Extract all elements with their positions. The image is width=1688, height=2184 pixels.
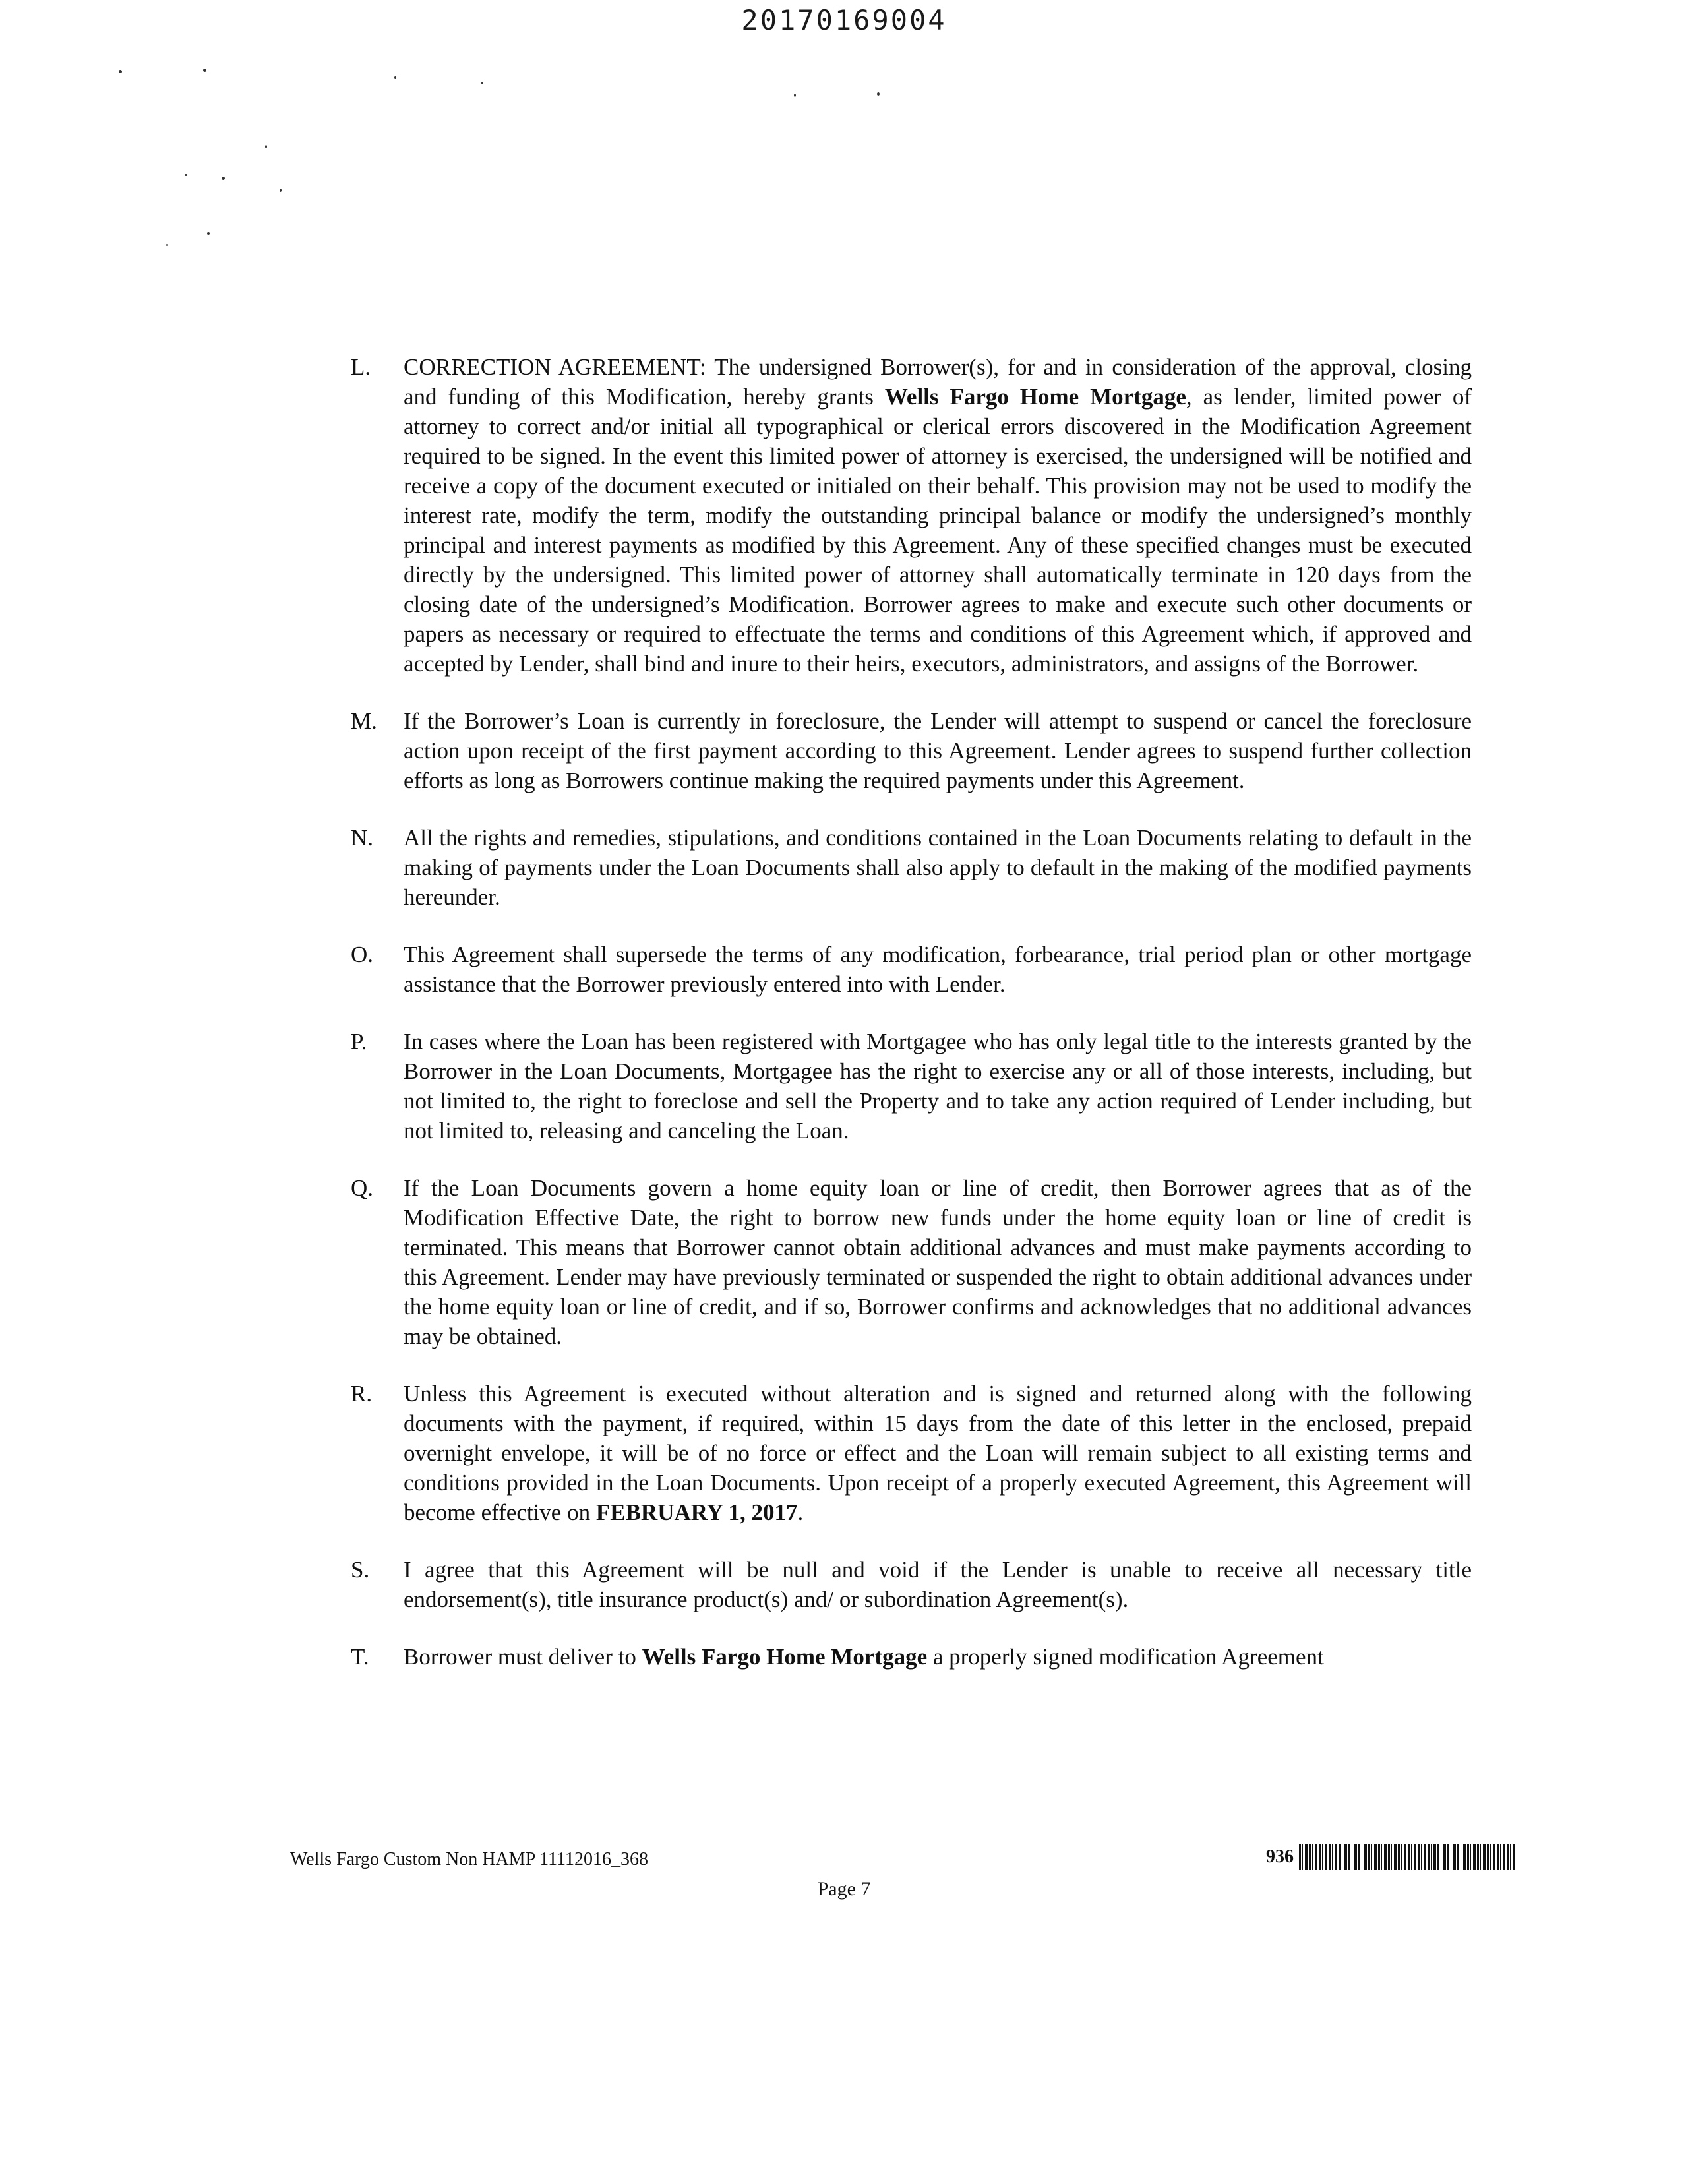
lender-name: Wells Fargo Home Mortgage: [642, 1644, 928, 1670]
footer-form-name: Wells Fargo Custom Non HAMP 11112016_368: [290, 1849, 648, 1869]
clause-letter: S.: [351, 1557, 370, 1583]
clause-text: If the Loan Documents govern a home equity loan or line of credit, then Borrower agrees that as of the Modification Effective Date, the right to borrow new funds under the home equity loan or line of credit is terminated. This means that Borrower cannot obtain additional advances and must make payments according to this Agreement. Lender may have previously terminated or suspended the right to obtain additional advances under the home equity loan or line of credit, and if so, Borrower confirms and acknowledges that no additional advances may be obtained.: [404, 1175, 1472, 1349]
clause-letter: M.: [351, 708, 377, 734]
clause-text: .: [797, 1500, 804, 1525]
clause-text: I agree that this Agreement will be null and void if the Lender is unable to receive all necessary title endorsement(s), title insurance product(s) and/ or subordination Agreement(s).: [404, 1557, 1472, 1612]
clause-r: [351, 1379, 1472, 1527]
scan-speck: [394, 76, 396, 79]
clause-s: [351, 1555, 1472, 1614]
clause-q: [351, 1173, 1472, 1351]
clause-text: a properly signed modification Agreement: [927, 1644, 1324, 1670]
clause-t: [351, 1642, 1472, 1672]
scan-speck: [222, 177, 225, 180]
clause-letter: R.: [351, 1381, 373, 1407]
clause-text: If the Borrower’s Loan is currently in foreclosure, the Lender will attempt to suspend or cancel the foreclosure action upon receipt of the first payment according to this Agreement. Lender agrees to suspend further collection efforts as long as Borrowers continue making the required payments under this Agreement.: [404, 708, 1472, 793]
clause-text: Unless this Agreement is executed without alteration and is signed and returned along with the following documents with the payment, if required, within 15 days from the date of this letter in the enclosed, prepaid overnight envelope, it will be of no force or effect and the Loan will remain subject to all existing terms and conditions provided in the Loan Documents. Upon receipt of a properly executed Agreement, this Agreement will become effective on: [404, 1381, 1472, 1525]
clause-letter: Q.: [351, 1175, 374, 1201]
clause-letter: N.: [351, 825, 374, 851]
scan-speck: [877, 92, 880, 96]
clause-letter: O.: [351, 942, 374, 967]
clause-text: This Agreement shall supersede the terms of any modification, forbearance, trial period plan or other mortgage assistance that the Borrower previously entered into with Lender.: [404, 942, 1472, 997]
scan-speck: [185, 174, 187, 176]
scan-speck: [265, 145, 267, 148]
clause-m: [351, 706, 1472, 795]
footer-code: 936: [1266, 1846, 1294, 1867]
lender-name: Wells Fargo Home Mortgage: [884, 384, 1186, 410]
clause-letter: T.: [351, 1644, 369, 1670]
clause-text: , as lender, limited power of attorney to correct and/or initial all typographical or clerical errors discovered in the Modification Agreement required to be signed. In the event this limited power of attorney is exercised, the undersigned will be notified and receive a copy of the document executed or initialed on their behalf. This provision may not be used to modify the interest rate, modify the term, modify the outstanding principal balance or modify the undersigned’s monthly principal and interest payments as modified by this Agreement. Any of these specified changes must be executed directly by the undersigned. This limited power of attorney shall automatically terminate in 120 days from the closing date of the undersigned’s Modification. Borrower agrees to make and execute such other documents or papers as necessary or required to effectuate the terms and conditions of this Agreement which, if approved and accepted by Lender, shall bind and inure to their heirs, executors, administrators, and assigns of the Borrower.: [404, 384, 1472, 677]
clause-list: [351, 352, 1472, 1699]
footer-barcode-block: [1266, 1844, 1517, 1870]
clause-o: [351, 940, 1472, 999]
effective-date: FEBRUARY 1, 2017: [595, 1500, 798, 1525]
scan-speck: [203, 69, 206, 72]
clause-text: Borrower must deliver to: [404, 1644, 642, 1670]
scan-speck: [166, 244, 168, 246]
clause-text: All the rights and remedies, stipulations, and conditions contained in the Loan Documents relating to default in the making of payments under the Loan Documents shall also apply to default in the making of the modified payments hereunder.: [404, 825, 1472, 910]
page-number: Page 7: [817, 1878, 871, 1900]
scan-speck: [119, 70, 122, 73]
clause-n: [351, 823, 1472, 912]
document-number: 20170169004: [741, 4, 947, 36]
clause-p: [351, 1027, 1472, 1145]
clause-text: In cases where the Loan has been registered with Mortgagee who has only legal title to the interests granted by the Borrower in the Loan Documents, Mortgagee has the right to exercise any or all of those interests, including, but not limited to, the right to foreclose and sell the Property and to take any action required of Lender including, but not limited to, releasing and canceling the Loan.: [404, 1029, 1472, 1143]
scan-speck: [280, 189, 282, 192]
clause-letter: P.: [351, 1029, 367, 1054]
barcode-icon: [1299, 1844, 1517, 1870]
clause-letter: L.: [351, 354, 371, 380]
scan-speck: [794, 94, 796, 97]
clause-text: CORRECTION AGREEMENT: The undersigned Borrower(s), for and in consideration of the approval, closing and funding of this Modification, hereby grants: [404, 354, 1472, 410]
clause-l: [351, 352, 1472, 679]
scan-speck: [207, 232, 210, 235]
scan-speck: [481, 82, 483, 84]
